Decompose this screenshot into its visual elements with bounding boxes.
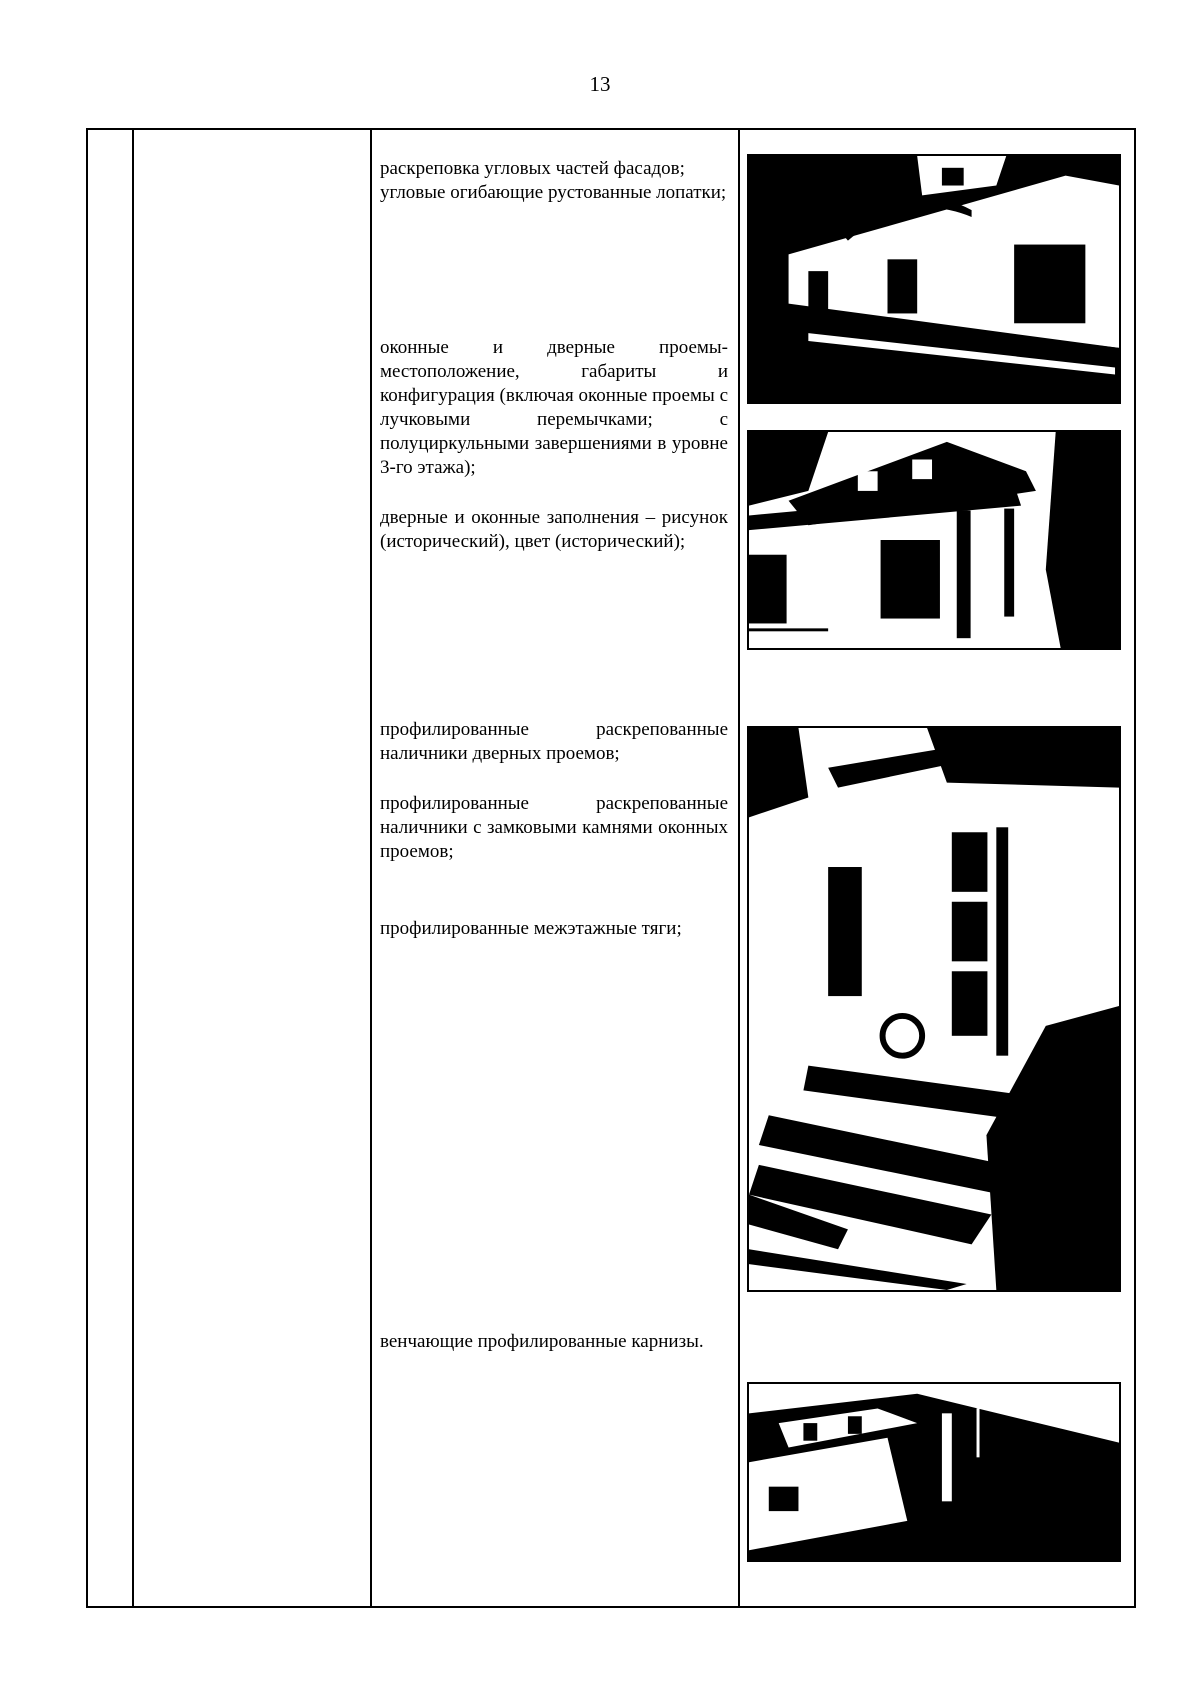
list-item: оконные и дверные проемы- местоположение, габариты и конфигурация (включая оконные проемы с лучковыми перемычками; с полуциркульными завершениями в уровне 3-го этажа); bbox=[380, 337, 728, 478]
list-item: профилированные межэтажные тяги; bbox=[380, 918, 682, 939]
table-divider bbox=[738, 130, 740, 1606]
list-item: дверные и оконные заполнения – рисунок (исторический), цвет (исторический); bbox=[380, 507, 728, 552]
list-item: профилированные раскрепованные наличники с замковыми камнями оконных проемов; bbox=[380, 793, 728, 862]
entrance-stairs-photo bbox=[747, 726, 1121, 1292]
text-block-5 bbox=[380, 1330, 728, 1366]
list-item: профилированные раскрепованные наличники дверных проемов; bbox=[380, 719, 728, 764]
table-divider bbox=[132, 130, 134, 1606]
building-facade-photo bbox=[747, 154, 1121, 404]
table-divider bbox=[370, 130, 372, 1606]
list-item: раскреповка угловых частей фасадов; bbox=[380, 158, 685, 179]
text-block-2 bbox=[380, 336, 728, 566]
text-block-4 bbox=[380, 917, 728, 953]
roof-cornice-photo bbox=[747, 1382, 1121, 1562]
list-item: венчающие профилированные карнизы. bbox=[380, 1331, 704, 1352]
text-block-3 bbox=[380, 718, 728, 876]
list-item: угловые огибающие рустованные лопатки; bbox=[380, 182, 727, 203]
building-corner-photo bbox=[747, 430, 1121, 650]
text-block-1 bbox=[380, 157, 728, 217]
page-number: 13 bbox=[589, 72, 611, 96]
